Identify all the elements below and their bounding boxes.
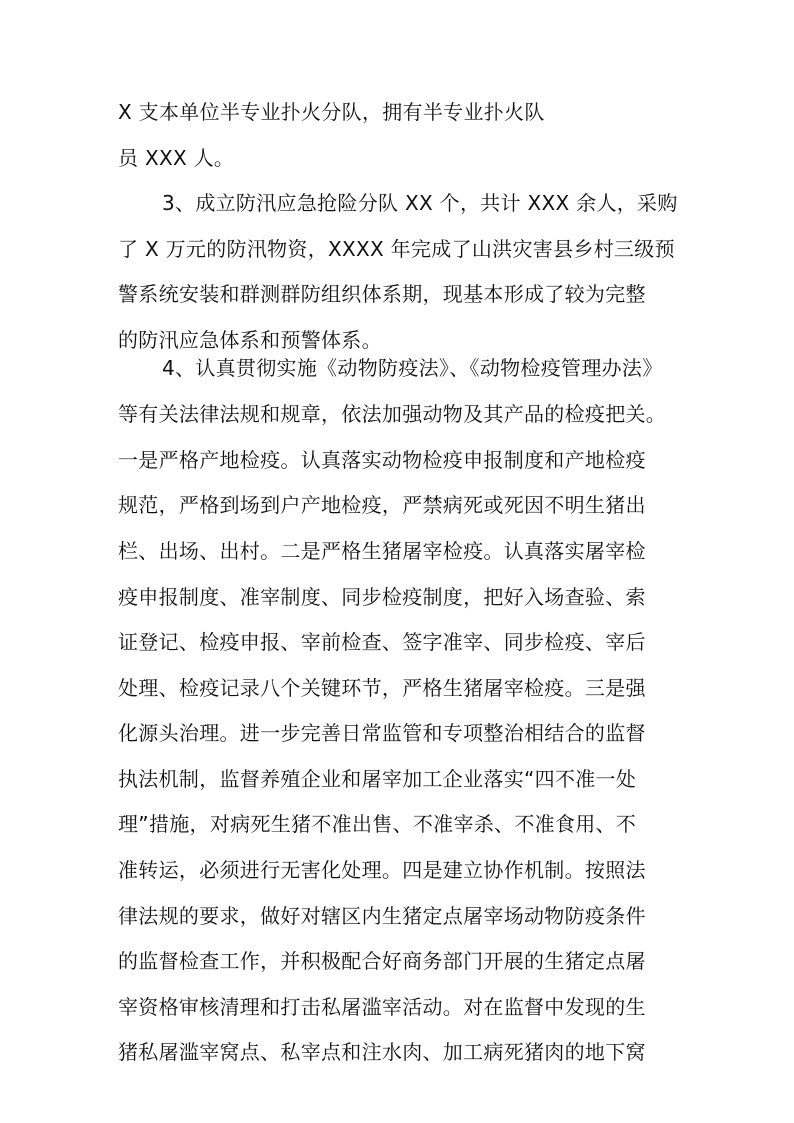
text-line: 化源头治理。进一步完善日常监管和专项整治相结合的监督 (118, 721, 646, 745)
text-line: 栏、出场、出村。二是严格生猪屠宰检疫。认真落实屠宰检 (118, 539, 646, 563)
text-line: 执法机制，监督养殖企业和屠宰加工企业落实“四不准一处 (118, 767, 637, 791)
text-line: 员 XXX 人。 (118, 146, 235, 170)
paragraph-4-first-line: 4、认真贯彻实施《动物防疫法》、《动物检疫管理办法》 (162, 356, 663, 380)
text-line: 准转运，必须进行无害化处理。四是建立协作机制。按照法 (118, 858, 646, 882)
text-line: 警系统安装和群测群防组织体系期，现基本形成了较为完整 (118, 282, 646, 306)
text-line: 理”措施，对病死生猪不准出售、不准宰杀、不准食用、不 (118, 812, 637, 836)
text-line: 的防汛应急体系和预警体系。 (118, 328, 382, 352)
text-line: 律法规的要求，做好对辖区内生猪定点屠宰场动物防疫条件 (118, 904, 646, 928)
text-line: 规范，严格到场到户产地检疫，严禁病死或死因不明生猪出 (118, 493, 646, 517)
paragraph-3-first-line: 3、成立防汛应急抢险分队 XX 个，共计 XXX 余人，采购 (162, 191, 678, 215)
text-line: 了 X 万元的防汛物资，XXXX 年完成了山洪灾害县乡村三级预 (118, 237, 675, 261)
text-line: 的监督检查工作，并积极配合好商务部门开展的生猪定点屠 (118, 949, 646, 973)
text-line: 处理、检疫记录八个关键环节，严格生猪屠宰检疫。三是强 (118, 676, 646, 700)
text-line: 猪私屠滥宰窝点、私宰点和注水肉、加工病死猪肉的地下窝 (118, 1040, 646, 1064)
text-line: 等有关法律法规和规章，依法加强动物及其产品的检疫把关。 (118, 402, 667, 426)
text-line: 一是严格产地检疫。认真落实动物检疫申报制度和产地检疫 (118, 448, 646, 472)
text-line: 证登记、检疫申报、宰前检查、签字准宰、同步检疫、宰后 (118, 630, 646, 654)
text-line: 疫申报制度、准宰制度、同步检疫制度，把好入场查验、索 (118, 585, 646, 609)
text-line: 宰资格审核清理和打击私屠滥宰活动。对在监督中发现的生 (118, 995, 646, 1019)
text-line: X 支本单位半专业扑火分队，拥有半专业扑火队 (118, 100, 545, 124)
